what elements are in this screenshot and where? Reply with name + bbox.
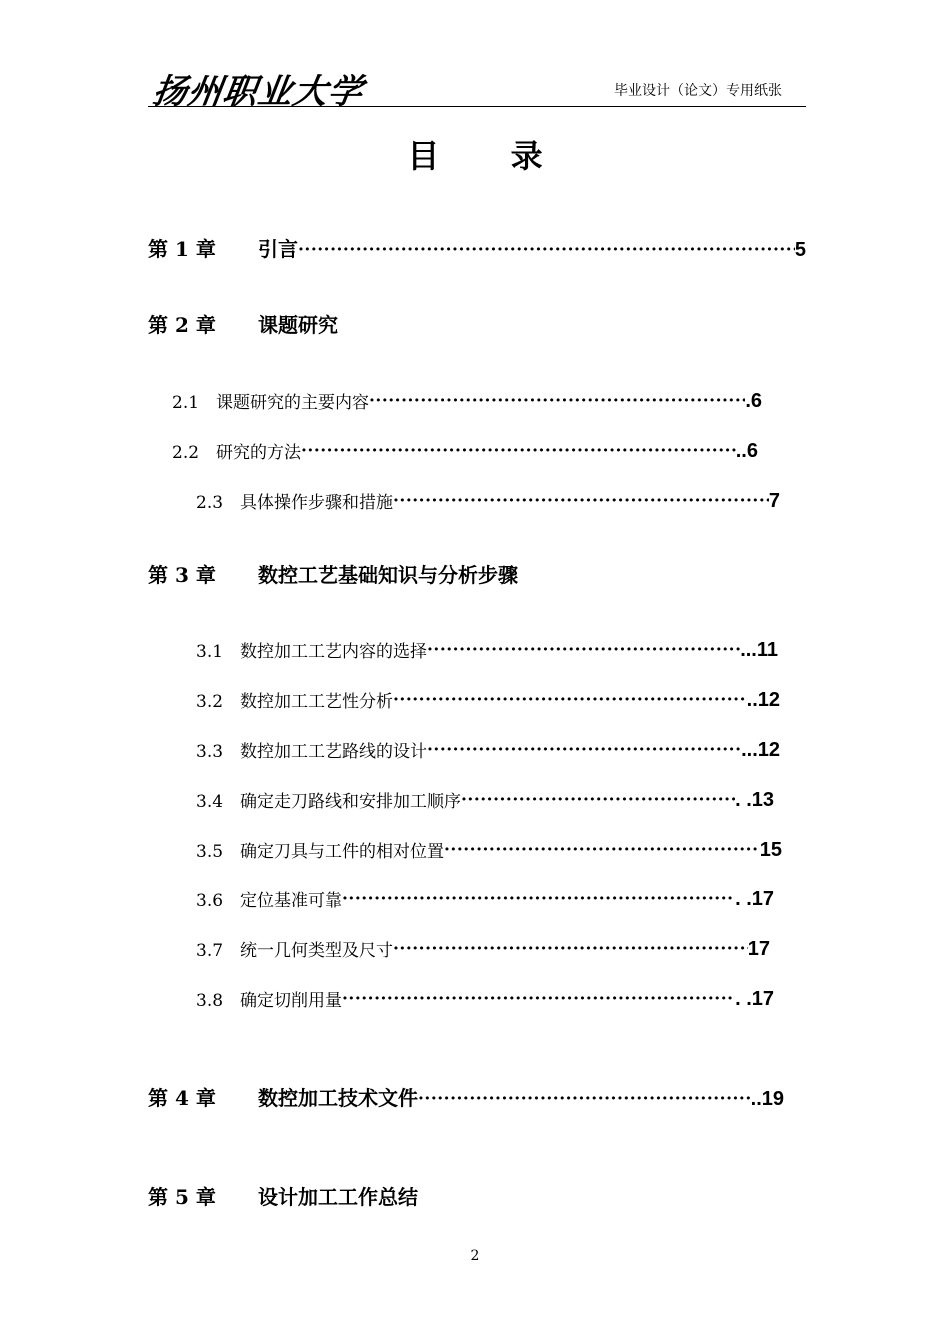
header-rule [148, 106, 806, 107]
toc-entry-page: .6 [745, 390, 762, 412]
toc-entry-number: 3.5 [196, 842, 224, 862]
toc-leader-dots [418, 1089, 751, 1109]
toc-entry-3-6[interactable] [196, 881, 774, 911]
toc-entry-title: 数控加工技术文件 [258, 1086, 418, 1110]
toc-entry-number: 3.3 [196, 742, 224, 762]
toc-leader-dots [301, 441, 736, 461]
toc-entry-3-4[interactable] [196, 782, 774, 812]
toc-entry-page: ..6 [735, 440, 758, 462]
toc-entry-number: 第 1 章 [148, 237, 216, 261]
toc-leader-dots [393, 939, 748, 959]
toc-entry-3-3[interactable] [196, 732, 780, 762]
toc-entry-page: . .17 [735, 888, 774, 910]
toc-entry-2-3[interactable] [196, 483, 780, 513]
toc-leader-dots [427, 740, 741, 760]
toc-entry-chapter-2[interactable] [148, 308, 548, 338]
toc-entry-chapter-5[interactable] [148, 1180, 648, 1210]
toc-entry-number: 2.2 [172, 443, 200, 463]
toc-entry-number: 2.1 [172, 393, 200, 413]
toc-entry-title: 设计加工工作总结 [258, 1185, 418, 1209]
toc-leader-dots [461, 790, 735, 810]
toc-leader-dots [342, 989, 735, 1009]
toc-entry-3-5[interactable] [196, 832, 782, 862]
toc-entry-chapter-3[interactable] [148, 558, 648, 588]
toc-entry-title: 定位基准可靠 [240, 891, 342, 911]
toc-entry-3-1[interactable] [196, 632, 778, 662]
toc-entry-number: 3.1 [196, 642, 224, 662]
toc-entry-chapter-4[interactable] [148, 1081, 784, 1111]
toc-leader-dots [444, 840, 760, 860]
toc-entry-page: 7 [768, 490, 780, 512]
toc-entry-number: 3.4 [196, 792, 224, 812]
toc-title: 目 录 [407, 137, 573, 175]
toc-entry-title: 课题研究的主要内容 [216, 393, 369, 413]
toc-entry-title: 数控加工工艺性分析 [240, 692, 393, 712]
toc-entry-page: 5 [794, 239, 806, 261]
toc-entry-page: . .13 [735, 789, 774, 811]
toc-entry-title: 确定刀具与工件的相对位置 [240, 842, 444, 862]
toc-leader-dots [427, 640, 740, 660]
toc-entry-2-1[interactable] [172, 383, 762, 413]
toc-entry-title: 确定走刀路线和安排加工顺序 [240, 792, 461, 812]
toc-entry-page: ...12 [741, 739, 780, 761]
toc-entry-chapter-1[interactable] [148, 232, 806, 262]
toc-entry-page: ..19 [750, 1088, 784, 1110]
page-number: 2 [470, 1248, 480, 1264]
toc-entry-number: 3.6 [196, 891, 224, 911]
toc-entry-number: 3.8 [196, 991, 224, 1011]
toc-entry-title: 研究的方法 [216, 443, 301, 463]
toc-leader-dots [342, 889, 735, 909]
toc-entry-number: 第 2 章 [148, 313, 216, 337]
toc-entry-3-8[interactable] [196, 981, 774, 1011]
toc-leader-dots [393, 491, 769, 511]
toc-entry-title: 数控加工工艺路线的设计 [240, 742, 427, 762]
toc-entry-number: 2.3 [196, 493, 224, 513]
toc-leader-dots [393, 690, 747, 710]
toc-entry-3-2[interactable] [196, 682, 780, 712]
toc-leader-dots [369, 391, 745, 411]
toc-entry-title: 数控加工工艺内容的选择 [240, 642, 427, 662]
toc-entry-page: . .17 [735, 988, 774, 1010]
toc-entry-number: 第 4 章 [148, 1086, 216, 1110]
toc-entry-2-2[interactable] [172, 433, 758, 463]
toc-entry-page: ..12 [746, 689, 780, 711]
school-logo-text: 扬州职业大学 [150, 72, 366, 112]
toc-entry-number: 第 5 章 [148, 1185, 216, 1209]
header-doc-label: 毕业设计（论文）专用纸张 [614, 83, 782, 99]
toc-entry-page: ...11 [740, 639, 778, 661]
toc-entry-page: 17 [747, 938, 770, 960]
toc-entry-number: 3.7 [196, 941, 224, 961]
toc-entry-3-7[interactable] [196, 931, 770, 961]
toc-entry-title: 具体操作步骤和措施 [240, 493, 393, 513]
toc-entry-number: 第 3 章 [148, 563, 216, 587]
toc-entry-number: 3.2 [196, 692, 224, 712]
toc-entry-title: 课题研究 [258, 313, 338, 337]
toc-entry-title: 数控工艺基础知识与分析步骤 [258, 563, 518, 587]
toc-leader-dots [298, 240, 795, 260]
toc-entry-title: 引言 [258, 237, 298, 261]
toc-entry-title: 统一几何类型及尺寸 [240, 941, 393, 961]
toc-entry-page: 15 [759, 839, 782, 861]
toc-entry-title: 确定切削用量 [240, 991, 342, 1011]
